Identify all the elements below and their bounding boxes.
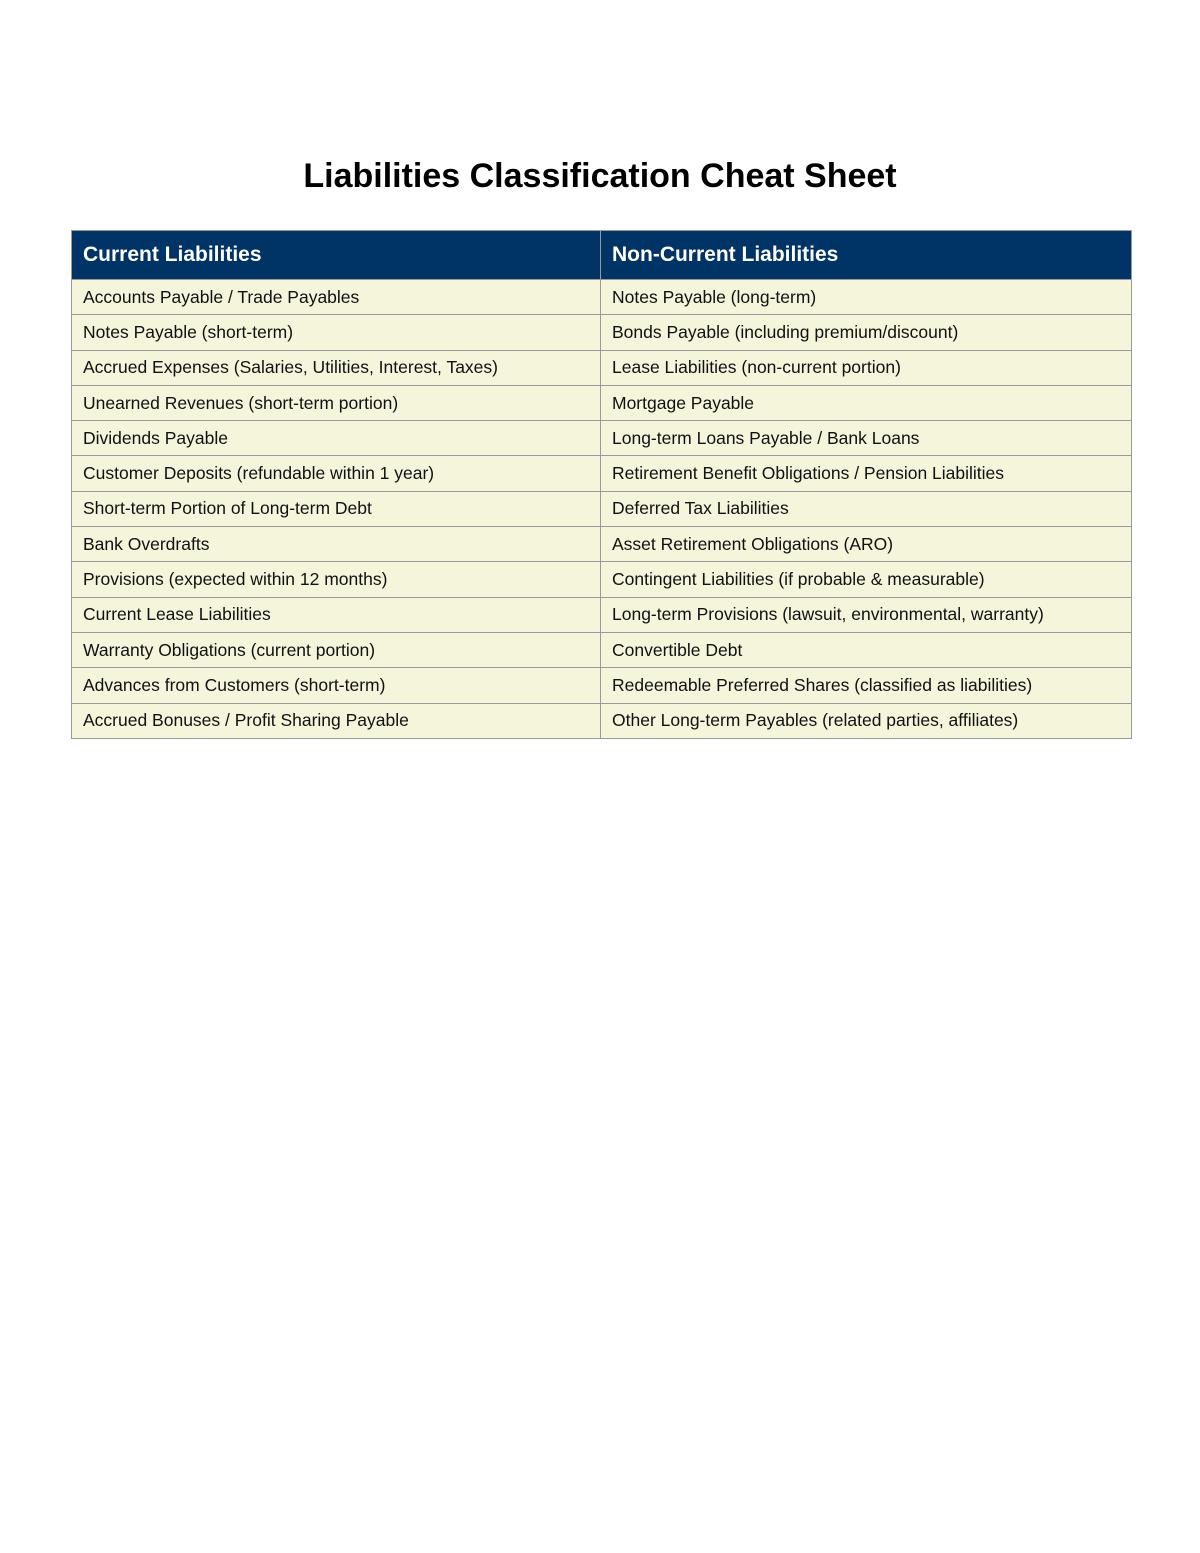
table-row (72, 280, 1132, 315)
current-liability-cell: Customer Deposits (refundable within 1 year) (72, 456, 601, 491)
page-title: Liabilities Classification Cheat Sheet (303, 157, 897, 195)
non-current-liability-cell: Long-term Provisions (lawsuit, environmental, warranty) (601, 597, 1132, 632)
current-liability-cell: Accounts Payable / Trade Payables (72, 280, 601, 315)
current-liability-cell: Provisions (expected within 12 months) (72, 562, 601, 597)
non-current-liability-cell: Notes Payable (long-term) (601, 280, 1132, 315)
current-liability-cell: Dividends Payable (72, 421, 601, 456)
header-current-liabilities: Current Liabilities (72, 231, 601, 280)
non-current-liability-cell: Deferred Tax Liabilities (601, 491, 1132, 526)
table-header-row (72, 231, 1132, 280)
non-current-liability-cell: Long-term Loans Payable / Bank Loans (601, 421, 1132, 456)
current-liability-cell: Bank Overdrafts (72, 527, 601, 562)
table-row (72, 703, 1132, 738)
current-liability-cell: Warranty Obligations (current portion) (72, 632, 601, 667)
non-current-liability-cell: Asset Retirement Obligations (ARO) (601, 527, 1132, 562)
non-current-liability-cell: Contingent Liabilities (if probable & measurable) (601, 562, 1132, 597)
table-row (72, 385, 1132, 420)
non-current-liability-cell: Redeemable Preferred Shares (classified as liabilities) (601, 668, 1132, 703)
current-liability-cell: Notes Payable (short-term) (72, 315, 601, 350)
non-current-liability-cell: Lease Liabilities (non-current portion) (601, 350, 1132, 385)
non-current-liability-cell: Bonds Payable (including premium/discount) (601, 315, 1132, 350)
non-current-liability-cell: Convertible Debt (601, 632, 1132, 667)
current-liability-cell: Current Lease Liabilities (72, 597, 601, 632)
table-row (72, 350, 1132, 385)
table-row (72, 562, 1132, 597)
table-row (72, 668, 1132, 703)
table-row (72, 632, 1132, 667)
table-row (72, 315, 1132, 350)
non-current-liability-cell: Retirement Benefit Obligations / Pension Liabilities (601, 456, 1132, 491)
table-row (72, 456, 1132, 491)
table-row (72, 421, 1132, 456)
table-row (72, 597, 1132, 632)
table-row (72, 527, 1132, 562)
current-liability-cell: Short-term Portion of Long-term Debt (72, 491, 601, 526)
current-liability-cell: Unearned Revenues (short-term portion) (72, 385, 601, 420)
liabilities-table (71, 230, 1132, 739)
non-current-liability-cell: Other Long-term Payables (related parties, affiliates) (601, 703, 1132, 738)
current-liability-cell: Accrued Expenses (Salaries, Utilities, Interest, Taxes) (72, 350, 601, 385)
current-liability-cell: Accrued Bonuses / Profit Sharing Payable (72, 703, 601, 738)
current-liability-cell: Advances from Customers (short-term) (72, 668, 601, 703)
header-non-current-liabilities: Non-Current Liabilities (601, 231, 1132, 280)
table-row (72, 491, 1132, 526)
non-current-liability-cell: Mortgage Payable (601, 385, 1132, 420)
